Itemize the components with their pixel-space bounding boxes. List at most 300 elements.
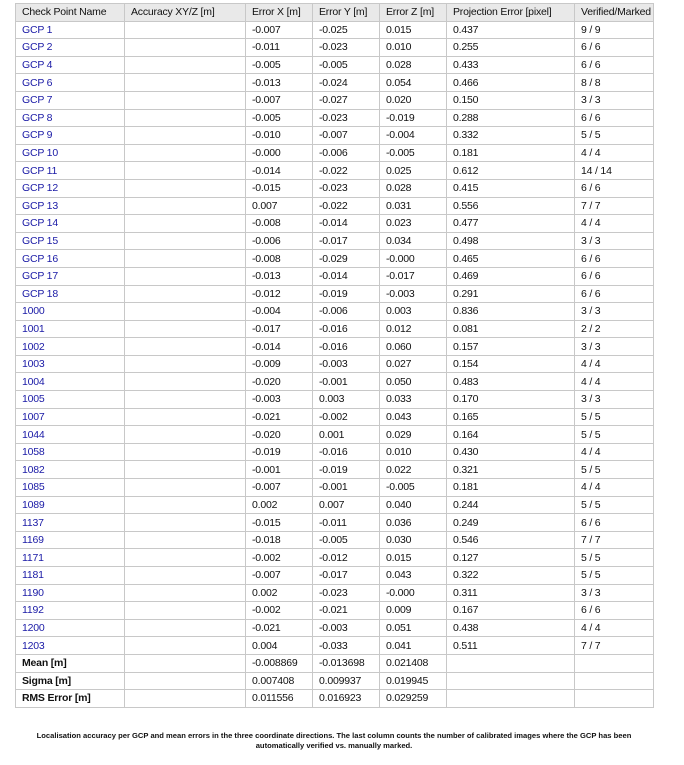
table-cell: -0.006 — [246, 232, 313, 250]
table-cell: -0.005 — [246, 109, 313, 127]
table-cell — [125, 127, 246, 145]
table-cell: -0.017 — [380, 267, 447, 285]
table-cell: 0.029 — [380, 426, 447, 444]
table-row — [16, 426, 654, 444]
table-cell: 0.015 — [380, 549, 447, 567]
check-point-name: 1044 — [16, 426, 125, 444]
table-cell: 3 / 3 — [575, 338, 654, 356]
table-row — [16, 619, 654, 637]
check-point-name: 1190 — [16, 584, 125, 602]
table-cell: -0.001 — [313, 373, 380, 391]
table-row — [16, 320, 654, 338]
table-cell — [125, 373, 246, 391]
table-cell: 0.321 — [447, 461, 575, 479]
table-cell — [125, 320, 246, 338]
table-cell: 0.034 — [380, 232, 447, 250]
table-cell: -0.007 — [246, 21, 313, 39]
table-cell: 0.612 — [447, 162, 575, 180]
check-point-name: 1058 — [16, 443, 125, 461]
table-cell — [125, 531, 246, 549]
table-cell — [125, 144, 246, 162]
table-cell: 0.007408 — [246, 672, 313, 690]
table-cell: 0.127 — [447, 549, 575, 567]
table-cell: 0.031 — [380, 197, 447, 215]
check-point-name: 1181 — [16, 567, 125, 585]
table-cell: -0.019 — [313, 285, 380, 303]
table-cell — [125, 91, 246, 109]
check-point-name: 1137 — [16, 514, 125, 532]
table-row — [16, 443, 654, 461]
check-point-name: GCP 11 — [16, 162, 125, 180]
table-cell: -0.009 — [246, 355, 313, 373]
table-cell: 0.043 — [380, 408, 447, 426]
check-point-name: 1192 — [16, 602, 125, 620]
table-row — [16, 74, 654, 92]
table-cell: 4 / 4 — [575, 443, 654, 461]
table-cell: -0.029 — [313, 250, 380, 268]
table-cell — [125, 619, 246, 637]
table-cell: 0.288 — [447, 109, 575, 127]
table-cell: 0.477 — [447, 215, 575, 233]
table-cell: -0.016 — [313, 443, 380, 461]
check-point-name: GCP 18 — [16, 285, 125, 303]
table-cell: -0.005 — [313, 56, 380, 74]
table-cell: 0.029259 — [380, 690, 447, 708]
table-row — [16, 408, 654, 426]
table-cell: -0.019 — [380, 109, 447, 127]
table-row — [16, 531, 654, 549]
table-cell: -0.011 — [246, 39, 313, 57]
table-cell: 6 / 6 — [575, 602, 654, 620]
table-cell — [125, 408, 246, 426]
table-cell: -0.017 — [313, 567, 380, 585]
table-row — [16, 584, 654, 602]
check-point-name: GCP 2 — [16, 39, 125, 57]
table-cell: 0.007 — [313, 496, 380, 514]
table-cell — [125, 39, 246, 57]
table-cell: 0.332 — [447, 127, 575, 145]
table-cell: 0.016923 — [313, 690, 380, 708]
table-cell — [125, 602, 246, 620]
table-cell: 0.433 — [447, 56, 575, 74]
table-cell: 6 / 6 — [575, 285, 654, 303]
table-cell — [125, 690, 246, 708]
table-cell: 4 / 4 — [575, 619, 654, 637]
check-point-name: GCP 6 — [16, 74, 125, 92]
table-cell: 6 / 6 — [575, 267, 654, 285]
table-cell: 5 / 5 — [575, 496, 654, 514]
table-cell: -0.004 — [246, 303, 313, 321]
table-row — [16, 109, 654, 127]
table-cell: 0.050 — [380, 373, 447, 391]
table-cell: -0.000 — [380, 250, 447, 268]
table-cell: 0.255 — [447, 39, 575, 57]
summary-row — [16, 690, 654, 708]
table-cell: 0.027 — [380, 355, 447, 373]
check-point-name: 1082 — [16, 461, 125, 479]
gcp-accuracy-table — [15, 3, 654, 708]
table-cell: -0.015 — [246, 514, 313, 532]
table-cell: 0.170 — [447, 391, 575, 409]
table-cell: 0.041 — [380, 637, 447, 655]
table-cell: -0.000 — [380, 584, 447, 602]
column-header: Projection Error [pixel] — [447, 4, 575, 22]
table-row — [16, 496, 654, 514]
table-cell: 5 / 5 — [575, 567, 654, 585]
table-row — [16, 391, 654, 409]
table-cell: 3 / 3 — [575, 584, 654, 602]
table-cell: 4 / 4 — [575, 373, 654, 391]
table-cell: -0.000 — [246, 144, 313, 162]
table-cell: 2 / 2 — [575, 320, 654, 338]
table-cell: -0.003 — [313, 355, 380, 373]
table-row — [16, 232, 654, 250]
table-row — [16, 549, 654, 567]
table-cell: 14 / 14 — [575, 162, 654, 180]
table-cell — [447, 690, 575, 708]
table-cell: -0.005 — [380, 144, 447, 162]
table-cell — [125, 162, 246, 180]
table-cell: -0.016 — [313, 338, 380, 356]
table-cell: 0.010 — [380, 443, 447, 461]
table-row — [16, 355, 654, 373]
summary-label: Mean [m] — [16, 654, 125, 672]
table-cell — [447, 672, 575, 690]
column-header: Error X [m] — [246, 4, 313, 22]
table-cell — [575, 672, 654, 690]
table-cell: -0.019 — [313, 461, 380, 479]
table-cell: 0.051 — [380, 619, 447, 637]
check-point-name: 1001 — [16, 320, 125, 338]
table-cell: 0.002 — [246, 584, 313, 602]
table-cell: -0.014 — [246, 162, 313, 180]
check-point-name: 1203 — [16, 637, 125, 655]
table-cell: 0.010 — [380, 39, 447, 57]
table-cell — [125, 56, 246, 74]
table-row — [16, 338, 654, 356]
table-cell: -0.005 — [380, 479, 447, 497]
table-cell: 4 / 4 — [575, 479, 654, 497]
gcp-table-container — [15, 3, 653, 708]
table-cell: 5 / 5 — [575, 461, 654, 479]
table-cell: 0.012 — [380, 320, 447, 338]
check-point-name: GCP 14 — [16, 215, 125, 233]
table-row — [16, 215, 654, 233]
check-point-name: 1171 — [16, 549, 125, 567]
table-cell: -0.020 — [246, 373, 313, 391]
table-cell: 3 / 3 — [575, 91, 654, 109]
table-cell — [125, 567, 246, 585]
table-cell — [125, 232, 246, 250]
table-cell: -0.002 — [246, 549, 313, 567]
table-cell: 4 / 4 — [575, 144, 654, 162]
table-cell — [125, 355, 246, 373]
table-row — [16, 479, 654, 497]
table-cell: 0.019945 — [380, 672, 447, 690]
table-cell — [125, 654, 246, 672]
table-cell: 0.249 — [447, 514, 575, 532]
table-cell: -0.002 — [313, 408, 380, 426]
table-cell: 0.001 — [313, 426, 380, 444]
table-cell — [125, 74, 246, 92]
table-cell — [125, 179, 246, 197]
table-cell: 0.030 — [380, 531, 447, 549]
table-cell: 0.028 — [380, 179, 447, 197]
check-point-name: 1002 — [16, 338, 125, 356]
table-cell: 0.025 — [380, 162, 447, 180]
table-cell: 0.466 — [447, 74, 575, 92]
table-row — [16, 21, 654, 39]
table-cell: -0.005 — [246, 56, 313, 74]
check-point-name: 1085 — [16, 479, 125, 497]
table-cell: -0.006 — [313, 144, 380, 162]
table-cell: 0.164 — [447, 426, 575, 444]
check-point-name: 1007 — [16, 408, 125, 426]
column-header: Error Z [m] — [380, 4, 447, 22]
table-cell: 0.150 — [447, 91, 575, 109]
check-point-name: GCP 13 — [16, 197, 125, 215]
table-caption: Localisation accuracy per GCP and mean errors in the three coordinate directions. The last column counts the number of calibrated images where the GCP has been automatically verified vs. manually marked. — [36, 731, 632, 750]
table-cell — [125, 338, 246, 356]
table-cell: 0.469 — [447, 267, 575, 285]
table-cell — [575, 654, 654, 672]
table-row — [16, 250, 654, 268]
table-cell: -0.016 — [313, 320, 380, 338]
table-cell — [125, 109, 246, 127]
table-cell: 0.244 — [447, 496, 575, 514]
table-cell: -0.022 — [313, 162, 380, 180]
table-row — [16, 567, 654, 585]
table-cell: -0.012 — [246, 285, 313, 303]
table-cell: 0.511 — [447, 637, 575, 655]
table-cell — [575, 690, 654, 708]
table-cell: 0.009937 — [313, 672, 380, 690]
check-point-name: GCP 8 — [16, 109, 125, 127]
table-cell: -0.013 — [246, 74, 313, 92]
table-cell: 0.291 — [447, 285, 575, 303]
table-row — [16, 602, 654, 620]
table-row — [16, 91, 654, 109]
table-cell: 6 / 6 — [575, 109, 654, 127]
check-point-name: 1003 — [16, 355, 125, 373]
table-cell: 0.003 — [380, 303, 447, 321]
table-cell — [447, 654, 575, 672]
table-cell: 0.021408 — [380, 654, 447, 672]
table-cell — [125, 584, 246, 602]
column-header: Verified/Marked — [575, 4, 654, 22]
table-cell: -0.007 — [246, 567, 313, 585]
table-cell: 0.546 — [447, 531, 575, 549]
table-cell: 6 / 6 — [575, 39, 654, 57]
table-cell: 5 / 5 — [575, 408, 654, 426]
table-cell: -0.003 — [246, 391, 313, 409]
table-row — [16, 127, 654, 145]
table-cell: 0.465 — [447, 250, 575, 268]
table-cell: 0.165 — [447, 408, 575, 426]
table-cell: 6 / 6 — [575, 514, 654, 532]
column-header: Error Y [m] — [313, 4, 380, 22]
summary-row — [16, 654, 654, 672]
table-cell: -0.011 — [313, 514, 380, 532]
table-cell: 0.438 — [447, 619, 575, 637]
table-row — [16, 637, 654, 655]
table-row — [16, 373, 654, 391]
table-cell: 0.154 — [447, 355, 575, 373]
check-point-name: 1000 — [16, 303, 125, 321]
table-cell: 0.007 — [246, 197, 313, 215]
table-cell: -0.003 — [313, 619, 380, 637]
table-cell: -0.005 — [313, 531, 380, 549]
table-cell: 0.023 — [380, 215, 447, 233]
table-row — [16, 179, 654, 197]
check-point-name: 1089 — [16, 496, 125, 514]
summary-label: Sigma [m] — [16, 672, 125, 690]
table-cell: -0.033 — [313, 637, 380, 655]
check-point-name: GCP 7 — [16, 91, 125, 109]
check-point-name: GCP 10 — [16, 144, 125, 162]
check-point-name: GCP 4 — [16, 56, 125, 74]
table-cell: -0.013698 — [313, 654, 380, 672]
table-row — [16, 285, 654, 303]
table-cell — [125, 250, 246, 268]
table-cell: -0.023 — [313, 584, 380, 602]
column-header: Accuracy XY/Z [m] — [125, 4, 246, 22]
table-cell — [125, 461, 246, 479]
table-cell: 8 / 8 — [575, 74, 654, 92]
table-cell: 0.043 — [380, 567, 447, 585]
table-cell: 0.036 — [380, 514, 447, 532]
table-cell: 0.022 — [380, 461, 447, 479]
table-cell: -0.021 — [313, 602, 380, 620]
table-cell — [125, 303, 246, 321]
table-cell: -0.017 — [313, 232, 380, 250]
table-cell: -0.012 — [313, 549, 380, 567]
check-point-name: GCP 12 — [16, 179, 125, 197]
summary-label: RMS Error [m] — [16, 690, 125, 708]
table-cell: 0.483 — [447, 373, 575, 391]
table-cell: -0.008869 — [246, 654, 313, 672]
table-cell: 0.015 — [380, 21, 447, 39]
summary-row — [16, 672, 654, 690]
table-cell: -0.008 — [246, 250, 313, 268]
table-cell: 5 / 5 — [575, 127, 654, 145]
table-cell: -0.023 — [313, 179, 380, 197]
table-row — [16, 197, 654, 215]
table-cell: -0.014 — [246, 338, 313, 356]
table-cell: 0.081 — [447, 320, 575, 338]
table-cell: -0.027 — [313, 91, 380, 109]
table-cell: 0.437 — [447, 21, 575, 39]
table-cell: 0.060 — [380, 338, 447, 356]
table-cell: 7 / 7 — [575, 531, 654, 549]
table-header-row — [16, 4, 654, 22]
table-cell: -0.007 — [246, 91, 313, 109]
table-cell — [125, 426, 246, 444]
table-cell: 3 / 3 — [575, 303, 654, 321]
table-cell — [125, 443, 246, 461]
table-cell: 7 / 7 — [575, 637, 654, 655]
table-body — [16, 21, 654, 707]
table-cell: 0.054 — [380, 74, 447, 92]
table-cell: -0.022 — [313, 197, 380, 215]
table-cell — [125, 391, 246, 409]
table-cell: -0.024 — [313, 74, 380, 92]
check-point-name: GCP 17 — [16, 267, 125, 285]
table-cell: -0.010 — [246, 127, 313, 145]
table-cell — [125, 21, 246, 39]
table-cell: 0.028 — [380, 56, 447, 74]
table-cell: 0.556 — [447, 197, 575, 215]
table-cell: -0.007 — [246, 479, 313, 497]
table-cell: -0.015 — [246, 179, 313, 197]
table-cell: 0.498 — [447, 232, 575, 250]
check-point-name: GCP 9 — [16, 127, 125, 145]
table-cell: 6 / 6 — [575, 56, 654, 74]
table-cell: 6 / 6 — [575, 250, 654, 268]
table-cell — [125, 197, 246, 215]
check-point-name: GCP 1 — [16, 21, 125, 39]
table-cell: 0.157 — [447, 338, 575, 356]
table-cell: 6 / 6 — [575, 179, 654, 197]
table-cell: 5 / 5 — [575, 549, 654, 567]
table-cell: -0.006 — [313, 303, 380, 321]
table-cell: 7 / 7 — [575, 197, 654, 215]
table-cell: -0.021 — [246, 619, 313, 637]
table-cell: -0.001 — [246, 461, 313, 479]
table-cell: 0.004 — [246, 637, 313, 655]
table-cell: 0.033 — [380, 391, 447, 409]
table-cell — [125, 637, 246, 655]
table-cell: -0.007 — [313, 127, 380, 145]
check-point-name: 1200 — [16, 619, 125, 637]
table-cell: 3 / 3 — [575, 232, 654, 250]
table-cell: 0.167 — [447, 602, 575, 620]
table-cell: 0.181 — [447, 479, 575, 497]
table-cell: 0.011556 — [246, 690, 313, 708]
table-cell: -0.001 — [313, 479, 380, 497]
table-cell: -0.019 — [246, 443, 313, 461]
table-cell: -0.014 — [313, 267, 380, 285]
table-cell — [125, 514, 246, 532]
table-cell: -0.023 — [313, 39, 380, 57]
table-cell: -0.013 — [246, 267, 313, 285]
table-cell — [125, 672, 246, 690]
table-cell: 0.322 — [447, 567, 575, 585]
table-cell: 0.040 — [380, 496, 447, 514]
table-cell: -0.017 — [246, 320, 313, 338]
check-point-name: GCP 15 — [16, 232, 125, 250]
table-cell: -0.014 — [313, 215, 380, 233]
check-point-name: 1005 — [16, 391, 125, 409]
check-point-name: GCP 16 — [16, 250, 125, 268]
column-header: Check Point Name — [16, 4, 125, 22]
table-cell: 0.415 — [447, 179, 575, 197]
table-cell: -0.023 — [313, 109, 380, 127]
check-point-name: 1004 — [16, 373, 125, 391]
table-cell — [125, 267, 246, 285]
table-cell: 0.020 — [380, 91, 447, 109]
table-cell: -0.004 — [380, 127, 447, 145]
table-cell: 9 / 9 — [575, 21, 654, 39]
table-row — [16, 56, 654, 74]
table-cell — [125, 496, 246, 514]
table-row — [16, 514, 654, 532]
table-cell: -0.018 — [246, 531, 313, 549]
table-row — [16, 162, 654, 180]
table-cell: -0.008 — [246, 215, 313, 233]
table-cell: 0.009 — [380, 602, 447, 620]
table-cell — [125, 215, 246, 233]
